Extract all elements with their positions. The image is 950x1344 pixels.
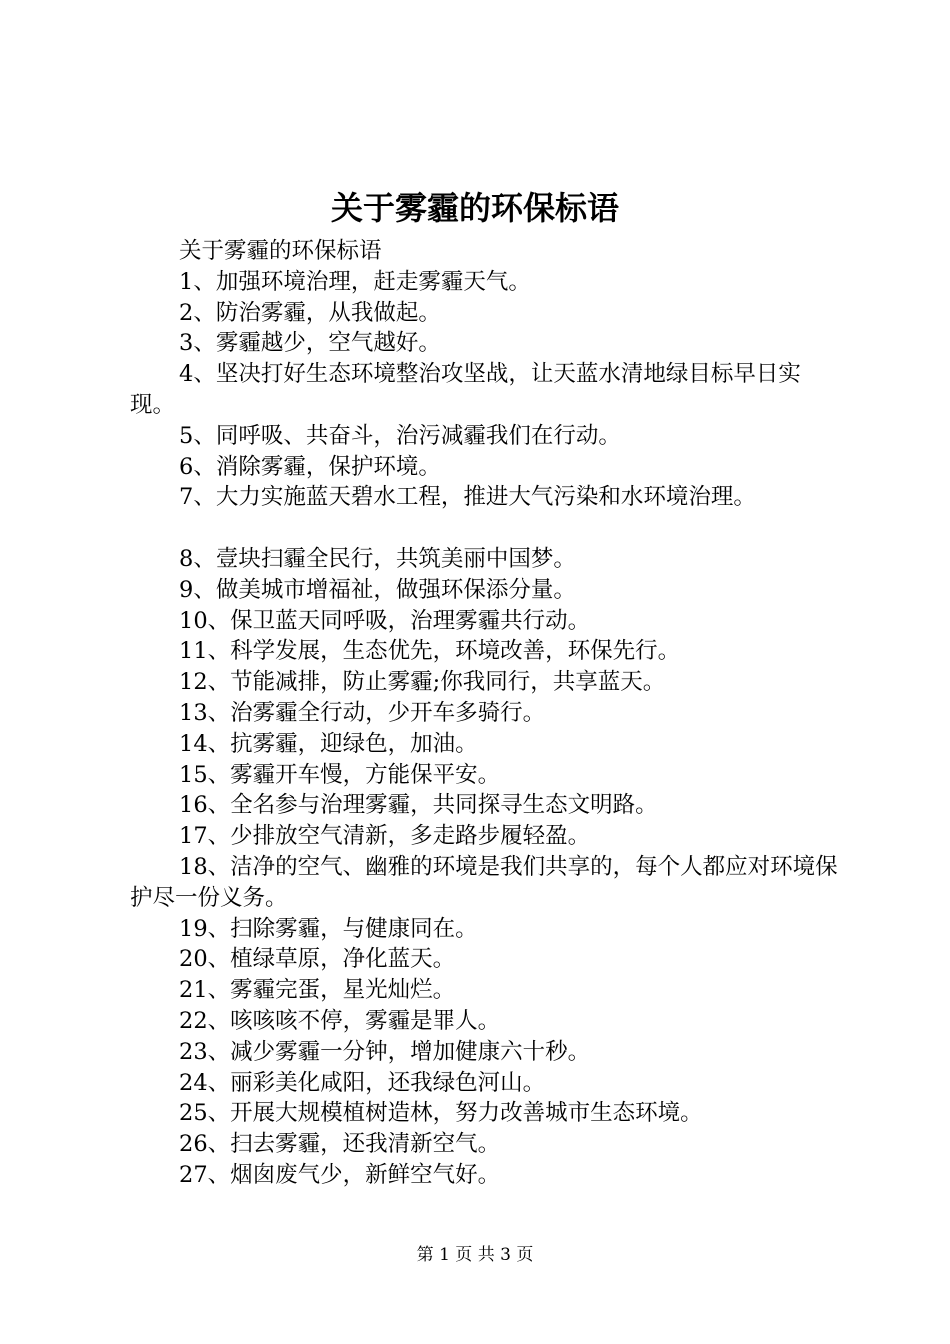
slogan-item: 27、烟囱废气少，新鲜空气好。 [179, 1161, 501, 1188]
slogan-item: 14、抗雾霾，迎绿色，加油。 [179, 730, 478, 757]
slogan-item: 12、节能减排，防止雾霾;你我同行，共享蓝天。 [179, 669, 666, 696]
slogan-item: 4、坚决打好生态环境整治攻坚战，让天蓝水清地绿目标早日实现。 [130, 361, 801, 418]
slogan-item: 26、扫去雾霾，还我清新空气。 [179, 1131, 501, 1158]
slogan-item: 15、雾霾开车慢，方能保平安。 [179, 761, 501, 788]
paragraph-gap [130, 513, 840, 544]
page-footer: 第 1 页 共 3 页 [416, 1245, 534, 1265]
slogan-item: 13、治雾霾全行动，少开车多骑行。 [179, 699, 546, 726]
slogan-item: 16、全名参与治理雾霾，共同探寻生态文明路。 [179, 792, 658, 819]
slogan-item: 3、雾霾越少，空气越好。 [179, 330, 441, 357]
slogan-item: 18、洁净的空气、幽雅的环境是我们共享的，每个人都应对环境保护尽一份义务。 [130, 853, 838, 911]
slogan-item: 22、咳咳咳不停，雾霾是罪人。 [179, 1007, 501, 1034]
slogan-item: 5、同呼吸、共奋斗，治污减霾我们在行动。 [179, 422, 621, 449]
slogan-item: 6、消除雾霾，保护环境。 [179, 453, 441, 480]
slogan-item: 2、防治雾霾，从我做起。 [179, 299, 441, 326]
document-subtitle: 关于雾霾的环保标语 [179, 238, 382, 264]
slogan-item: 8、壹块扫霾全民行，共筑美丽中国梦。 [179, 545, 576, 572]
slogan-item: 9、做美城市增福祉，做强环保添分量。 [179, 576, 576, 603]
slogan-item: 23、减少雾霾一分钟，增加健康六十秒。 [179, 1038, 591, 1065]
slogan-item: 1、加强环境治理，赶走雾霾天气。 [179, 268, 531, 295]
slogan-item: 19、扫除雾霾，与健康同在。 [179, 915, 478, 942]
slogan-item: 17、少排放空气清新，多走路步履轻盈。 [179, 823, 591, 850]
document-body [130, 236, 840, 1191]
slogan-item: 25、开展大规模植树造林，努力改善城市生态环境。 [179, 1100, 703, 1127]
slogan-item: 21、雾霾完蛋，星光灿烂。 [179, 977, 456, 1004]
slogan-item: 7、大力实施蓝天碧水工程，推进大气污染和水环境治理。 [179, 484, 756, 511]
document-title: 关于雾霾的环保标语 [330, 189, 619, 227]
slogan-item: 11、科学发展，生态优先，环境改善，环保先行。 [179, 638, 681, 665]
slogan-item: 20、植绿草原，净化蓝天。 [179, 946, 456, 973]
slogan-item: 10、保卫蓝天同呼吸，治理雾霾共行动。 [179, 607, 591, 634]
slogan-item: 24、丽彩美化咸阳，还我绿色河山。 [179, 1069, 546, 1096]
